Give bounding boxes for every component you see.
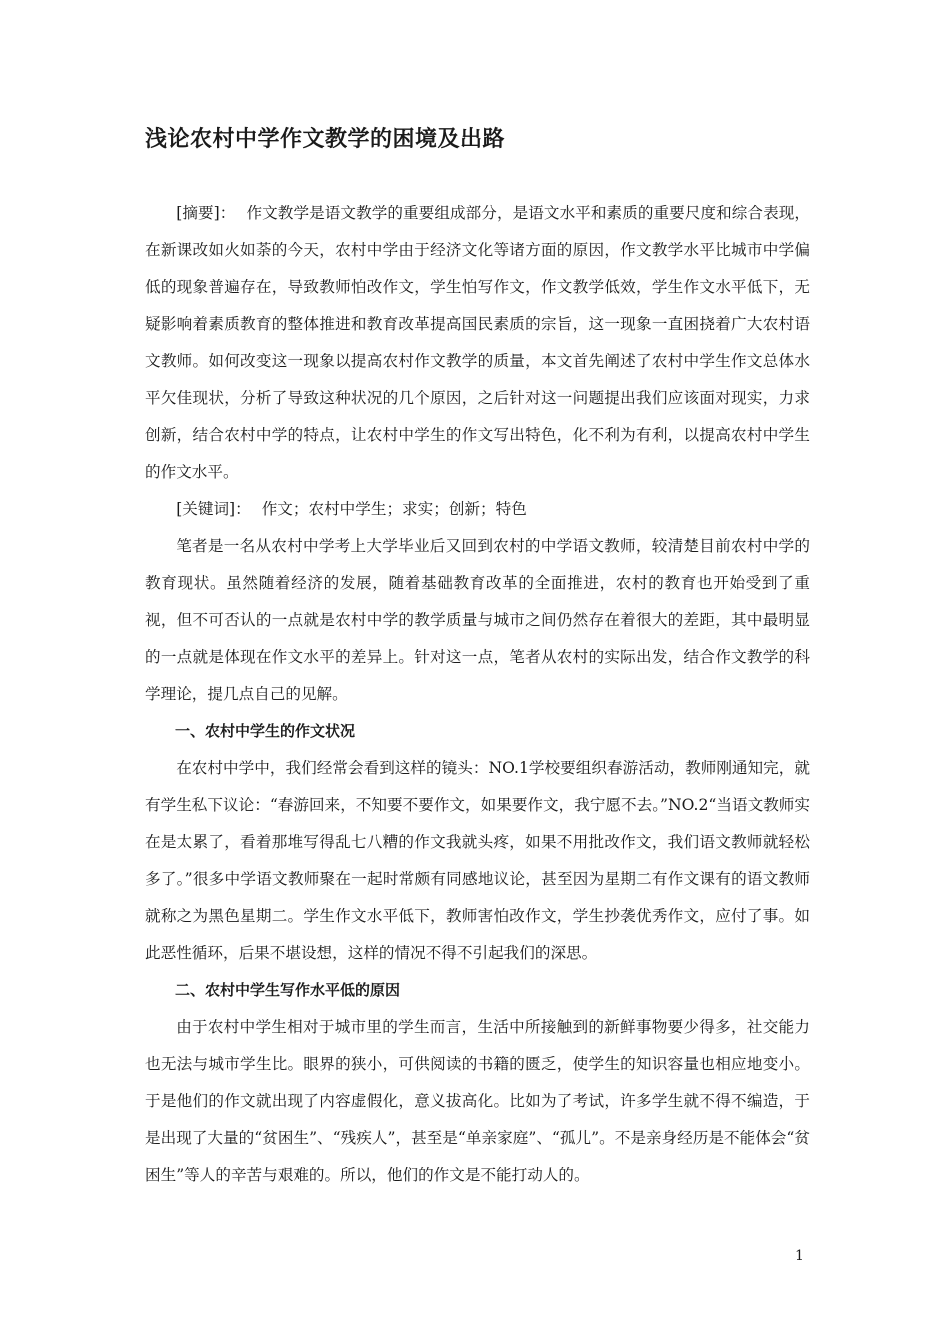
keywords-text: 作文；农村中学生；求实；创新；特色 [261,500,527,518]
document-title: 浅论农村中学作文教学的困境及出路 [145,127,506,152]
abstract-paragraph [145,195,810,491]
section-1-paragraph: 在农村中学中，我们经常会看到这样的镜头：NO.1学校要组织春游活动，教师刚通知完，就有学生私下议论：“春游回来，不知要不要作文，如果要作文，我宁愿不去。”NO.2“当语文教师实在是太累了，看着那堆写得乱七八糟的作文我就头疼，如果不用批改作文，我们语文教师就轻松多了。”很多中学语文教师聚在一起时常颇有同感地议论，甚至因为星期二有作文课有的语文教师就称之为黑色星期二。学生作文水平低下，教师害怕改作文，学生抄袭优秀作文，应付了事。如此恶性循环，后果不堪设想，这样的情况不得不引起我们的深思。 [145,759,810,962]
intro-paragraph: 笔者是一名从农村中学考上大学毕业后又回到农村的中学语文教师，较清楚目前农村中学的教育现状。虽然随着经济的发展，随着基础教育改革的全面推进，农村的教育也开始受到了重视，但不可否认的一点就是农村中学的教学质量与城市之间仍然存在着很大的差距，其中最明显的一点就是体现在作文水平的差异上。针对这一点，笔者从农村的实际出发，结合作文教学的科学理论，提几点自己的见解。 [145,537,810,703]
section-1-heading: 一、农村中学生的作文状况 [175,722,356,740]
document-body [145,195,810,1194]
abstract-text: 作文教学是语文教学的重要组成部分，是语文水平和素质的重要尺度和综合表现，在新课改如火如荼的今天，农村中学由于经济文化等诸方面的原因，作文教学水平比城市中学偏低的现象普遍存在，导致教师怕改作文，学生怕写作文，作文教学低效，学生作文水平低下，无疑影响着素质教育的整体推进和教育改革提高国民素质的宗旨，这一现象一直困挠着广大农村语文教师。如何改变这一现象以提高农村作文教学的质量，本文首先阐述了农村中学生作文总体水平欠佳现状，分析了导致这种状况的几个原因，之后针对这一问题提出我们应该面对现实，力求创新，结合农村中学的特点，让农村中学生的作文写出特色，化不利为有利，以提高农村中学生的作文水平。 [145,204,810,481]
section-2-paragraph: 由于农村中学生相对于城市里的学生而言，生活中所接触到的新鲜事物要少得多，社交能力也无法与城市学生比。眼界的狭小，可供阅读的书籍的匮乏，使学生的知识容量也相应地变小。于是他们的作文就出现了内容虚假化，意义拔高化。比如为了考试，许多学生就不得不编造，于是出现了大量的“贫困生”、“残疾人”，甚至是“单亲家庭”、“孤儿”。不是亲身经历是不能体会“贫困生”等人的辛苦与艰难的。所以，他们的作文是不能打动人的。 [145,1018,810,1184]
keywords-label: [关键词]： [176,500,251,518]
section-2-heading: 二、农村中学生写作水平低的原因 [175,981,401,999]
keywords-paragraph [145,491,810,528]
abstract-label: [摘要]： [176,204,236,222]
page-number: 1 [795,1248,804,1264]
